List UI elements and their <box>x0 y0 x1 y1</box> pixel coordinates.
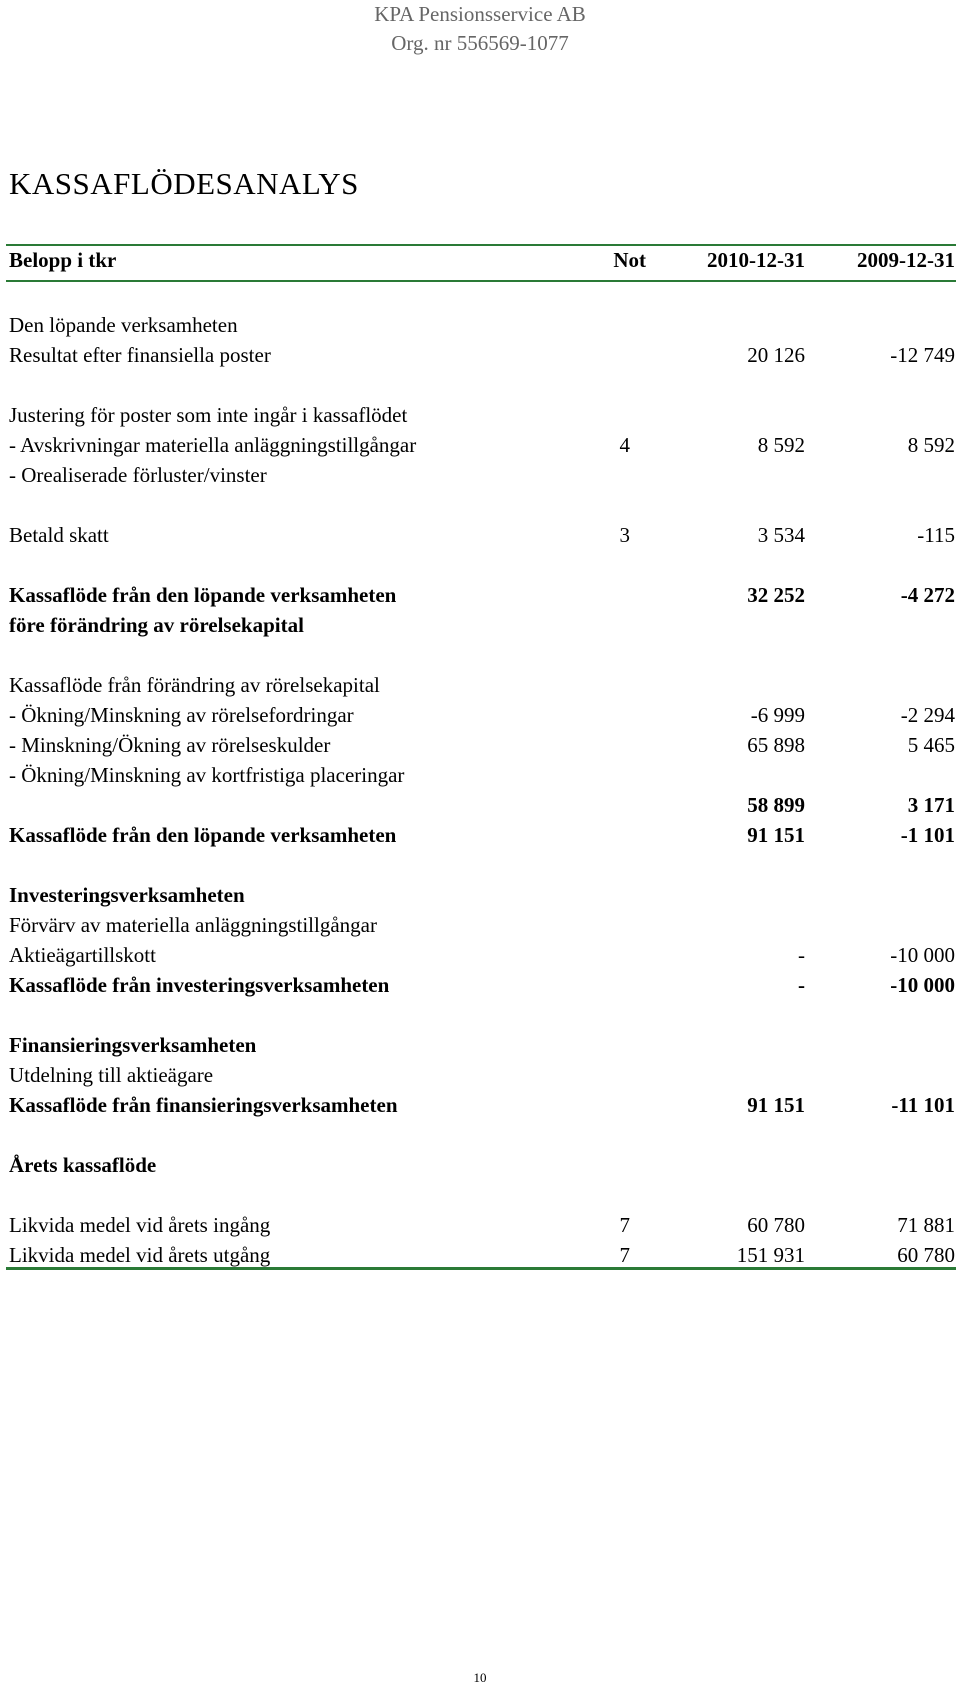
table-row <box>0 913 960 942</box>
row-value-2009: -11 101 <box>891 1093 955 1117</box>
table-row <box>0 733 960 762</box>
row-label: Likvida medel vid årets ingång <box>9 1213 271 1237</box>
row-label: Aktieägartillskott <box>9 943 156 967</box>
row-value-2009: -12 749 <box>890 343 955 367</box>
row-value-2010: 20 126 <box>747 343 805 367</box>
company-name: KPA Pensionsservice AB <box>374 2 586 26</box>
row-value-2009: 3 171 <box>907 793 955 817</box>
row-value-2010: 91 151 <box>747 1093 805 1117</box>
table-row <box>0 973 960 1002</box>
row-note: 7 <box>619 1213 630 1237</box>
row-label: Den löpande verksamheten <box>9 313 238 337</box>
table-row <box>0 673 960 702</box>
row-label: Betald skatt <box>9 523 109 547</box>
table-row <box>0 433 960 462</box>
column-header-label: Belopp i tkr <box>9 248 117 272</box>
row-value-2010: - <box>798 943 805 967</box>
row-value-2009: 8 592 <box>907 433 955 457</box>
row-label: Kassaflöde från den löpande verksamheten <box>9 583 397 607</box>
table-row <box>0 1033 960 1062</box>
table-row <box>0 943 960 972</box>
row-value-2010: 60 780 <box>747 1213 805 1237</box>
table-row <box>0 1153 960 1182</box>
column-header-2010: 2010-12-31 <box>707 248 805 272</box>
row-value-2010: -6 999 <box>750 703 805 727</box>
page-header <box>0 0 960 58</box>
table-row <box>0 463 960 492</box>
row-note: 4 <box>619 433 630 457</box>
row-label: - Minskning/Ökning av rörelseskulder <box>9 733 331 757</box>
table-row <box>0 793 960 822</box>
row-value-2009: -10 000 <box>890 973 955 997</box>
table-row <box>0 1063 960 1092</box>
row-value-2010: 65 898 <box>747 733 805 757</box>
row-label: Likvida medel vid årets utgång <box>9 1243 271 1267</box>
row-value-2010: 58 899 <box>747 793 805 817</box>
table-row <box>0 1213 960 1242</box>
row-label: - Orealiserade förluster/vinster <box>9 463 267 487</box>
header-bottom-rule <box>6 280 956 282</box>
table-row <box>0 343 960 372</box>
row-value-2010: 3 534 <box>757 523 805 547</box>
row-value-2009: -10 000 <box>890 943 955 967</box>
table-row <box>0 583 960 612</box>
table-row <box>0 703 960 732</box>
table-row <box>0 823 960 852</box>
row-label: Justering för poster som inte ingår i kassaflödet <box>9 403 408 427</box>
row-value-2009: 60 780 <box>897 1243 955 1267</box>
row-value-2010: 32 252 <box>747 583 805 607</box>
page-number: 10 <box>473 1670 487 1685</box>
page-title: KASSAFLÖDESANALYS <box>9 166 359 201</box>
table-row <box>0 763 960 792</box>
row-label: Kassaflöde från investeringsverksamheten <box>9 973 390 997</box>
row-label: Utdelning till aktieägare <box>9 1063 214 1087</box>
row-label: - Ökning/Minskning av kortfristiga placeringar <box>9 763 405 787</box>
org-number: Org. nr 556569-1077 <box>391 31 569 55</box>
row-label: före förändring av rörelsekapital <box>9 613 304 637</box>
row-value-2009: 71 881 <box>897 1213 955 1237</box>
row-label: Kassaflöde från den löpande verksamheten <box>9 823 397 847</box>
row-label: Förvärv av materiella anläggningstillgångar <box>9 913 377 937</box>
row-value-2009: -1 101 <box>900 823 955 847</box>
row-label: Investeringsverksamheten <box>9 883 245 907</box>
row-label: Finansieringsverksamheten <box>9 1033 257 1057</box>
column-header-2009: 2009-12-31 <box>857 248 955 272</box>
table-row <box>0 403 960 432</box>
row-value-2009: -115 <box>917 523 955 547</box>
table-row <box>0 523 960 552</box>
table-row <box>0 1093 960 1122</box>
column-header-not: Not <box>613 248 646 272</box>
row-value-2009: -2 294 <box>900 703 955 727</box>
row-value-2010: - <box>798 973 805 997</box>
row-note: 7 <box>619 1243 630 1267</box>
row-value-2009: 5 465 <box>907 733 955 757</box>
row-value-2010: 151 931 <box>736 1243 805 1267</box>
row-label: Kassaflöde från finansieringsverksamheten <box>9 1093 398 1117</box>
row-label: Kassaflöde från förändring av rörelsekapital <box>9 673 380 697</box>
table-top-rule <box>6 244 956 246</box>
table-row <box>0 613 960 642</box>
row-label: Årets kassaflöde <box>9 1153 157 1177</box>
row-value-2010: 8 592 <box>757 433 805 457</box>
table-row <box>0 883 960 912</box>
table-row <box>0 313 960 342</box>
row-label: Resultat efter finansiella poster <box>9 343 271 367</box>
row-note: 3 <box>619 523 630 547</box>
table-bottom-rule <box>6 1267 956 1270</box>
row-label: - Ökning/Minskning av rörelsefordringar <box>9 703 354 727</box>
row-value-2010: 91 151 <box>747 823 805 847</box>
row-value-2009: -4 272 <box>900 583 955 607</box>
row-label: - Avskrivningar materiella anläggningstillgångar <box>9 433 417 457</box>
